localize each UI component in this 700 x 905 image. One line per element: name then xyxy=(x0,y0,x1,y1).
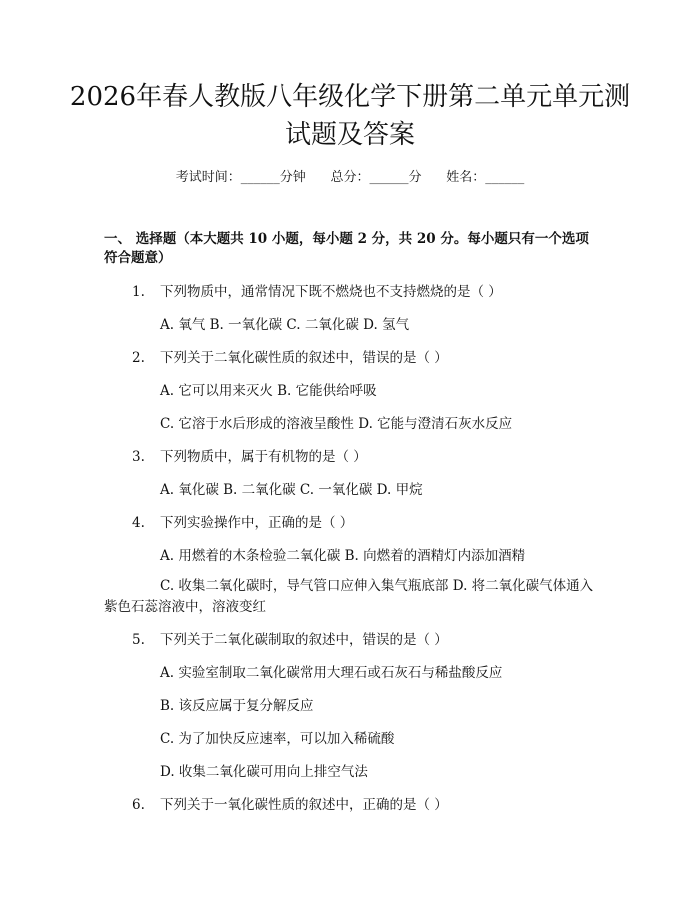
question-6 xyxy=(132,796,448,814)
question-number: 5. xyxy=(132,632,145,648)
question-5-option-b: B. 该反应属于复分解反应 xyxy=(160,698,314,714)
question-3 xyxy=(132,448,367,466)
question-text: 下列实验操作中，正确的是（ ） xyxy=(160,515,354,531)
question-number: 2. xyxy=(132,350,145,366)
question-2-options-line-2: C. 它溶于水后形成的溶液呈酸性 D. 它能与澄清石灰水反应 xyxy=(160,416,513,432)
question-text: 下列物质中，通常情况下既不燃烧也不支持燃烧的是（ ） xyxy=(160,284,502,300)
question-4-options-line-1: A. 用燃着的木条检验二氧化碳 B. 向燃着的酒精灯内添加酒精 xyxy=(160,548,526,564)
question-1 xyxy=(132,283,502,301)
question-5 xyxy=(132,631,448,649)
question-number: 1. xyxy=(132,284,145,300)
question-3-options: A. 氧化碳 B. 二氧化碳 C. 一氧化碳 D. 甲烷 xyxy=(160,482,423,498)
question-number: 3. xyxy=(132,449,145,465)
question-text: 下列物质中，属于有机物的是（ ） xyxy=(160,449,367,465)
question-5-option-a: A. 实验室制取二氧化碳常用大理石或石灰石与稀盐酸反应 xyxy=(160,665,503,681)
question-2-options-line-1: A. 它可以用来灭火 B. 它能供给呼吸 xyxy=(160,383,377,399)
question-text: 下列关于二氧化碳性质的叙述中，错误的是（ ） xyxy=(160,350,448,366)
question-5-option-c: C. 为了加快反应速率，可以加入稀硫酸 xyxy=(160,731,395,747)
question-number: 4. xyxy=(132,515,145,531)
question-5-option-d: D. 收集二氧化碳可用向上排空气法 xyxy=(160,764,368,780)
exam-info-line: 考试时间：______分钟 总分：______分 姓名：______ xyxy=(175,170,525,185)
section-heading: 一、 选择题（本大题共 10 小题，每小题 2 分，共 20 分。每小题只有一个选项符合题意） xyxy=(104,231,589,266)
question-1-options: A. 氧气 B. 一氧化碳 C. 二氧化碳 D. 氢气 xyxy=(160,317,410,333)
document-title: 2026年春人教版八年级化学下册第二单元单元测试题及答案 xyxy=(69,82,631,150)
question-4 xyxy=(132,514,353,532)
question-4-options-line-2: C. 收集二氧化碳时，导气管口应伸入集气瓶底部 D. 将二氧化碳气体通入紫色石蕊溶液中，溶液变红 xyxy=(104,578,594,615)
question-number: 6. xyxy=(132,797,145,813)
question-text: 下列关于一氧化碳性质的叙述中，正确的是（ ） xyxy=(160,797,448,813)
question-text: 下列关于二氧化碳制取的叙述中，错误的是（ ） xyxy=(160,632,448,648)
question-2 xyxy=(132,349,448,367)
